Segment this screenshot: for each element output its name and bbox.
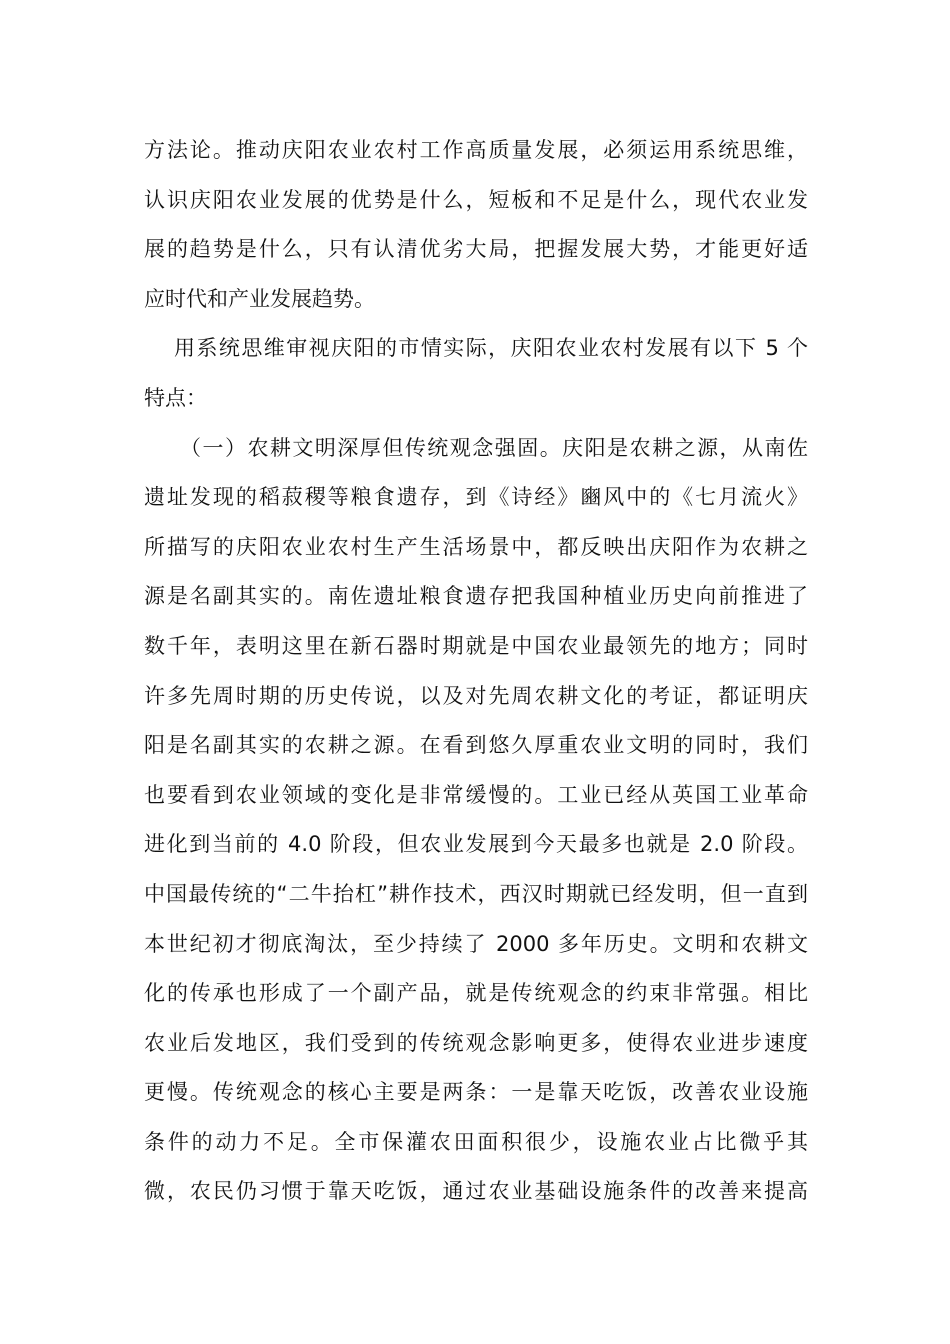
text-line: 更慢。传统观念的核心主要是两条：一是靠天吃饭，改善农业设施: [144, 1080, 808, 1105]
section-heading-line: （一）农耕文明深厚但传统观念强固。庆阳是农耕之源，从南佐: [180, 435, 808, 460]
text-line: 阳是名副其实的农耕之源。在看到悠久厚重农业文明的同时，我们: [144, 733, 808, 758]
text-line: 所描写的庆阳农业农村生产生活场景中，都反映出庆阳作为农耕之: [144, 534, 808, 559]
text-line: 农业后发地区，我们受到的传统观念影响更多，使得农业进步速度: [144, 1030, 808, 1055]
body-text: [144, 126, 808, 1217]
text-line: 微，农民仍习惯于靠天吃饭，通过农业基础设施条件的改善来提高: [144, 1179, 808, 1204]
text-line: 用系统思维审视庆阳的市情实际，庆阳农业农村发展有以下 5 个: [174, 336, 808, 361]
text-line: 数千年，表明这里在新石器时期就是中国农业最领先的地方；同时: [144, 633, 808, 658]
text-line: 遗址发现的稻菽稷等粮食遗存，到《诗经》豳风中的《七月流火》: [144, 485, 808, 510]
text-line: 方法论。推动庆阳农业农村工作高质量发展，必须运用系统思维，: [144, 138, 808, 162]
text-line: 本世纪初才彻底淘汰，至少持续了 2000 多年历史。文明和农耕文: [144, 931, 808, 956]
text-line: 化的传承也形成了一个副产品，就是传统观念的约束非常强。相比: [144, 981, 808, 1006]
text-line: 认识庆阳农业发展的优势是什么，短板和不足是什么，现代农业发: [144, 187, 808, 212]
text-line: 进化到当前的 4.0 阶段，但农业发展到今天最多也就是 2.0 阶段。: [144, 832, 808, 857]
text-line: 也要看到农业领域的变化是非常缓慢的。工业已经从英国工业革命: [144, 782, 808, 807]
text-line: 条件的动力不足。全市保灌农田面积很少，设施农业占比微乎其: [144, 1129, 808, 1154]
text-line: 中国最传统的“二牛抬杠”耕作技术，西汉时期就已经发明，但一直到: [144, 881, 808, 906]
text-line: 展的趋势是什么，只有认清优劣大局，把握发展大势，才能更好适: [144, 237, 808, 262]
text-line: 应时代和产业发展趋势。: [144, 286, 375, 311]
text-line: 许多先周时期的历史传说，以及对先周农耕文化的考证，都证明庆: [144, 683, 808, 708]
text-line: 源是名副其实的。南佐遗址粮食遗存把我国种植业历史向前推进了: [144, 584, 808, 609]
text-line: 特点：: [144, 385, 207, 410]
